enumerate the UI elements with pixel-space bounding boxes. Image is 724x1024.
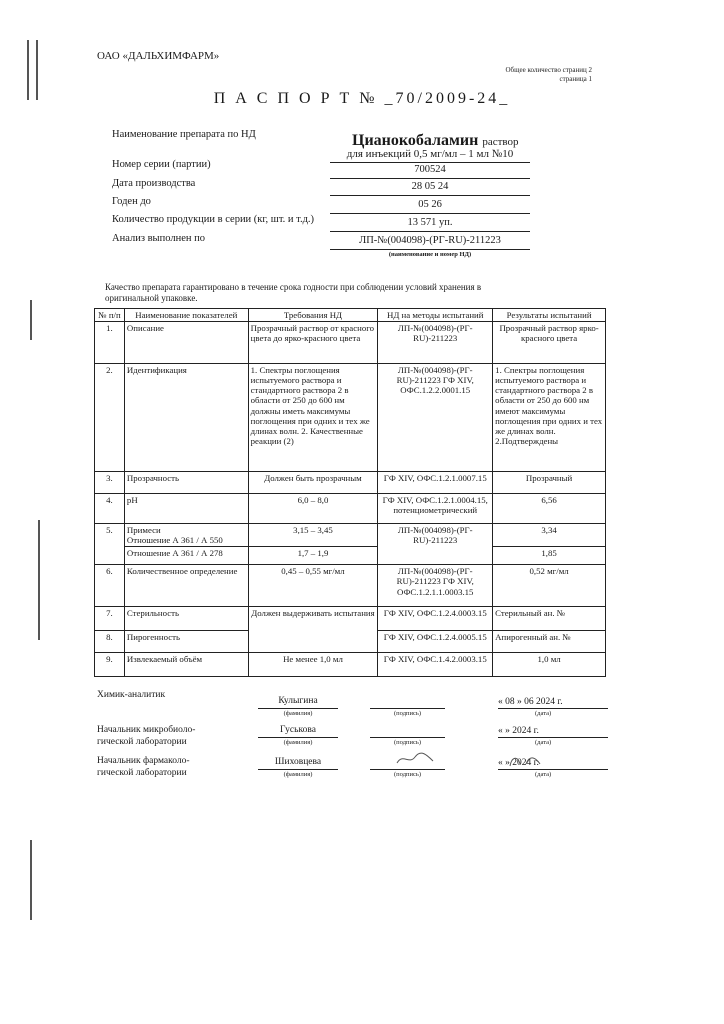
row-result: 1. Спектры поглощения испытуемого раствора и стандартного раствора 2 в области от 250 до 600 нм имеют максимумы поглощения при одних и тех же длинах волн. 2.Подтверждены [493,364,606,472]
underline [370,737,445,738]
name-note: (фамилия) [283,771,313,778]
row-req: 1. Спектры поглощения испытуемого раствора и стандартного раствора 2 в области от 250 до 600 нм должны иметь максимумы поглощения при одних и тех же длинах волн. 2. Качественные реакции (2) [248,364,378,472]
signer-name-chemist: Кулыгина [278,696,318,706]
table-row [95,547,606,565]
row-result: 6,56 [493,494,606,524]
preparation-form: раствор [482,136,519,148]
row-name: pH [124,494,248,524]
row-result: 1,0 мл [493,653,606,677]
underline [330,178,530,179]
qty-label: Количество продукции в серии (кг, шт. и т.д.) [112,214,315,225]
row-result: 0,52 мг/мл [493,565,606,607]
impurity-1-req: 3,15 – 3,45 [248,524,378,547]
row-name: Идентификация [124,364,248,472]
table-row [95,524,606,547]
row-num: 9. [95,653,125,677]
valid-value: 05 26 [418,199,442,210]
row-req: 0,45 – 0,55 мг/мл [248,565,378,607]
analysis-label: Анализ выполнен по [112,233,205,244]
results-table [94,308,606,677]
row-num: 1. [95,322,125,364]
row-name: Описание [124,322,248,364]
underline [330,195,530,196]
row-name: Количественное определение [124,565,248,607]
row-result: Прозрачный раствор ярко-красного цвета [493,322,606,364]
signer-role-chemist: Химик-аналитик [97,690,166,700]
col-method: НД на методы испытаний [378,309,493,322]
row-req: 6,0 – 8,0 [248,494,378,524]
row-num: 8. [95,631,125,653]
company-name: ОАО «ДАЛЬХИМФАРМ» [97,50,220,62]
signer-name-pharma: Шиховцева [274,757,322,767]
signer-role-pharma-2: гической лаборатории [97,768,187,778]
row-req: Прозрачный раствор от красного цвета до ярко-красного цвета [248,322,378,364]
signature-scribble [395,751,435,767]
row-req: Не менее 1,0 мл [248,653,378,677]
table-row [95,494,606,524]
impurity-2-req: 1,7 – 1,9 [248,547,378,565]
analysis-note: (наименование и номер НД) [388,251,472,258]
col-name: Наименование показателей [124,309,248,322]
date-label: Дата производства [112,178,196,189]
name-note: (фамилия) [283,710,313,717]
row-method: ГФ XIV, ОФС.1.2.4.0003.15 [378,607,493,631]
date-note: (дата) [535,739,552,746]
row-method: ГФ XIV, ОФС.1.2.4.0005.15 [378,631,493,653]
page-title: П А С П О Р Т № _70/2009-24_ [213,90,511,107]
row-name: Извлекаемый объём [124,653,248,677]
underline [330,249,530,250]
table-row [95,472,606,494]
row-result: Апирогенный ан. № [493,631,606,653]
row-name: Прозрачность [124,472,248,494]
row-name: Пирогенность [124,631,248,653]
impurity-1-name: Отношение А 361 / А 550 [126,535,223,546]
col-result: Результаты испытаний [493,309,606,322]
table-row [95,565,606,607]
row-method: ЛП-№(004098)-(РГ-RU)-211223 [378,322,493,364]
date-value: 28 05 24 [411,181,449,192]
binding-mark [30,300,32,340]
underline [258,769,338,770]
valid-label: Годен до [112,196,151,207]
underline [498,737,608,738]
row-method: ЛП-№(004098)-(РГ-RU)-211223 ГФ XIV, ОФС.1.2.1.1.0003.15 [378,565,493,607]
underline [330,231,530,232]
signer-role-micro-2: гической лаборатории [97,737,187,747]
row-num: 4. [95,494,125,524]
underline [258,737,338,738]
table-row [95,607,606,631]
sign-date-chemist: « 08 » 06 2024 г. [498,697,563,707]
table-row [95,653,606,677]
sign-date-micro: « » 2024 г. [498,726,539,736]
underline [370,708,445,709]
preparation-name-text: Цианокобаламин [352,132,479,149]
row-method: ЛП-№(004098)-(РГ-RU)-211223 ГФ XIV, ОФС.1.2.2.0001.15 [378,364,493,472]
underline [330,162,530,163]
impurity-1-result: 3,34 [493,524,606,547]
underline [498,769,608,770]
page-number: страница 1 [559,75,592,83]
row-req: Должен быть прозрачным [248,472,378,494]
row-num: 7. [95,607,125,631]
preparation-label: Наименование препарата по НД [112,129,256,140]
table-header-row [95,309,606,322]
date-note: (дата) [535,710,552,717]
row-num: 3. [95,472,125,494]
table-row [95,364,606,472]
row-req: Должен выдерживать испытания [248,607,378,653]
name-note: (фамилия) [283,739,313,746]
binding-mark [30,840,32,920]
signer-role-micro-1: Начальник микробиоло- [97,725,196,735]
binding-mark [38,520,40,640]
sign-date-pharma: « » 2024 г. [498,758,539,768]
total-pages: Общее количество страниц 2 [505,66,592,74]
row-name [124,524,248,547]
series-value: 700524 [414,164,446,175]
signer-name-micro: Гуськова [280,725,316,735]
impurity-2-result: 1,85 [493,547,606,565]
analysis-value: ЛП-№(004098)-(РГ-RU)-211223 [359,235,501,246]
row-method: ГФ XIV, ОФС.1.2.1.0007.15 [378,472,493,494]
sign-note: (подпись) [394,710,421,717]
row-method: ЛП-№(004098)-(РГ-RU)-211223 [378,524,493,565]
impurities-label: Примеси [126,525,161,536]
underline [498,708,608,709]
row-num: 5. [95,524,125,565]
row-num: 2. [95,364,125,472]
underline [330,213,530,214]
row-method: ГФ XIV, ОФС.1.2.1.0004.15, потенциометрический [378,494,493,524]
row-name: Стерильность [124,607,248,631]
row-num: 6. [95,565,125,607]
underline [258,708,338,709]
underline [370,769,445,770]
row-method: ГФ XIV, ОФС.1.4.2.0003.15 [378,653,493,677]
date-scribble [506,752,546,768]
sign-note: (подпись) [394,739,421,746]
quality-text: Качество препарата гарантировано в течение срока годности при соблюдении условий хранения в оригинальной упаковке. [105,282,482,304]
col-num: № п/п [95,309,125,322]
row-result: Прозрачный [493,472,606,494]
sign-note: (подпись) [394,771,421,778]
series-label: Номер серии (партии) [112,159,211,170]
row-result: Стерильный ан. № [493,607,606,631]
col-req: Требования НД [248,309,378,322]
qty-value: 13 571 уп. [407,217,453,228]
preparation-detail: для инъекций 0,5 мг/мл – 1 мл №10 [346,148,514,160]
signer-role-pharma-1: Начальник фармаколо- [97,756,190,766]
table-row [95,322,606,364]
impurity-2-name: Отношение А 361 / А 278 [124,547,248,565]
date-note: (дата) [535,771,552,778]
